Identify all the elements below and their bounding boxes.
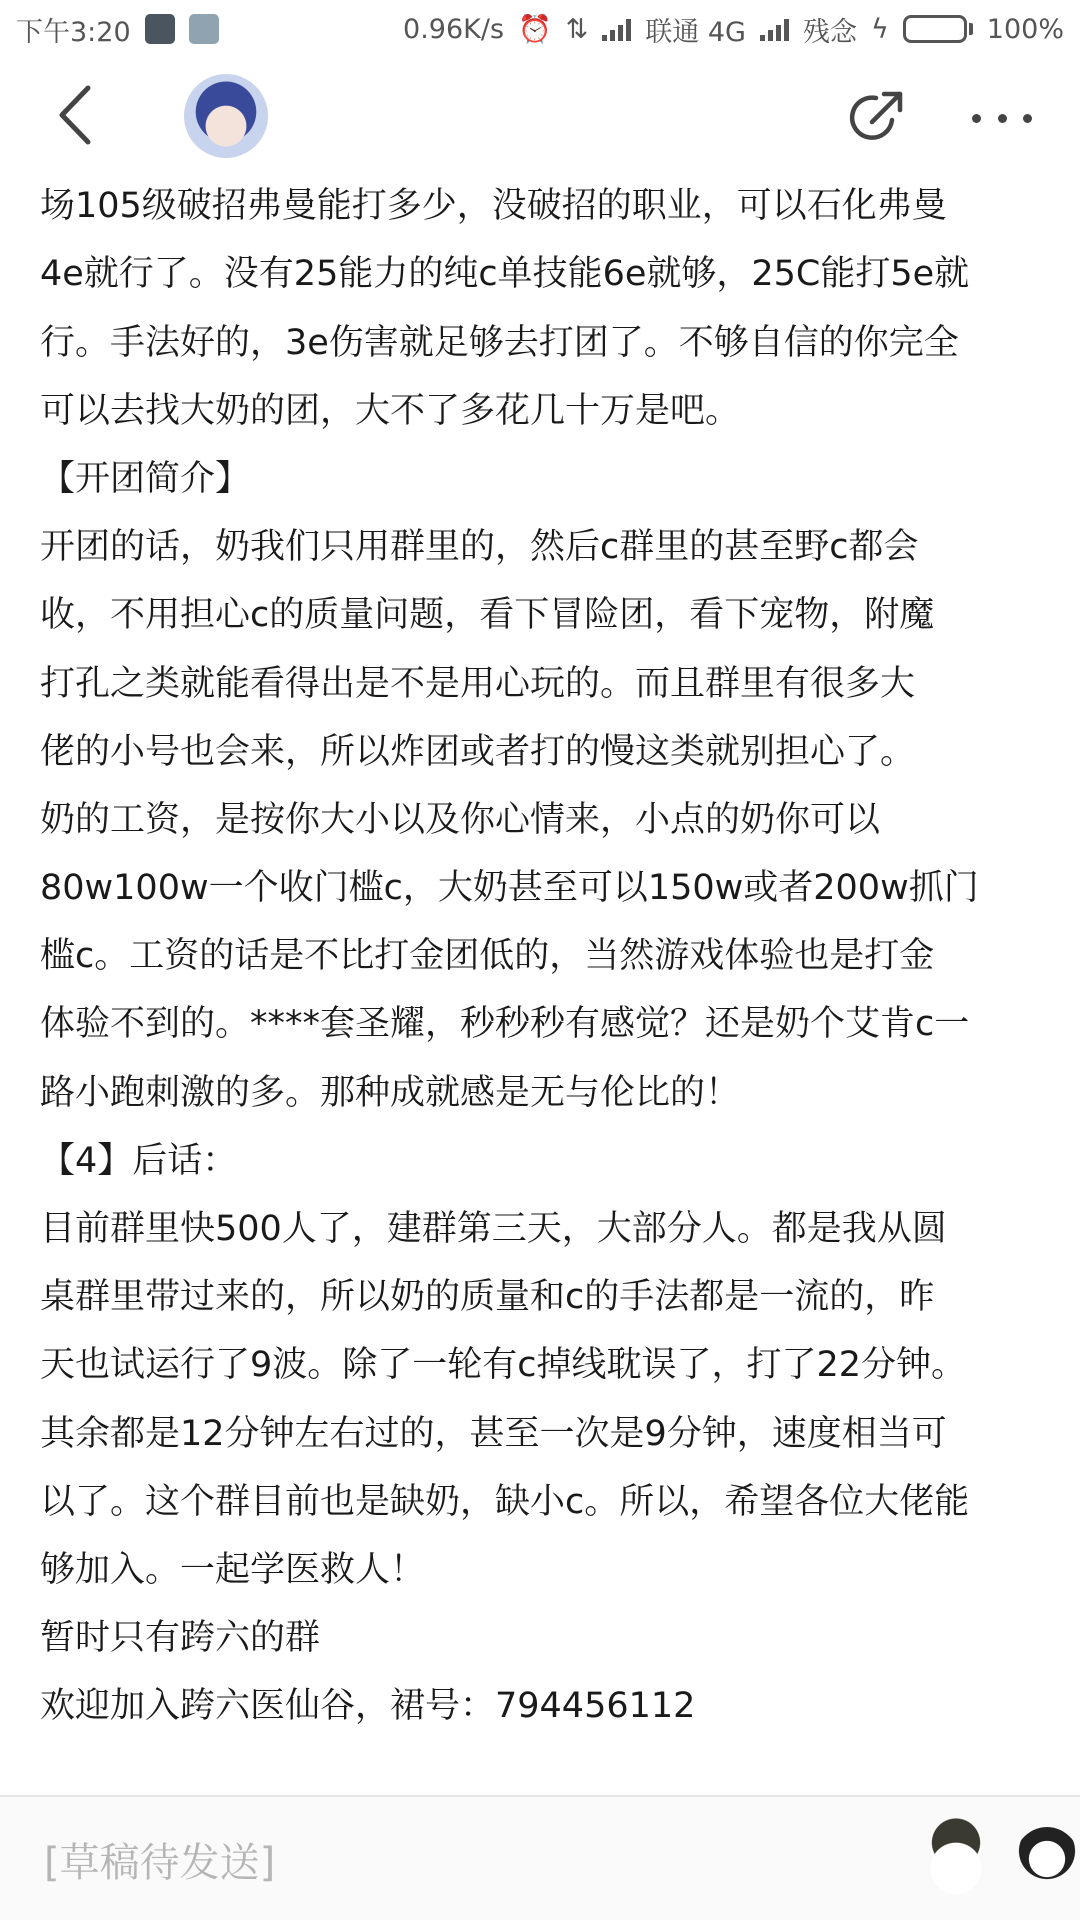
post-text-line: 80w100w一个收门槛c，大奶甚至可以150w或者200w抓门 — [40, 868, 979, 909]
post-text-line: 体验不到的。****套圣耀，秒秒秒有感觉？还是奶个艾肯c一 — [40, 1004, 970, 1045]
signal-icon-2 — [760, 17, 789, 41]
post-text-line: 奶的工资，是按你大小以及你心情来，小点的奶你可以 — [40, 799, 881, 840]
status-bar-right — [403, 10, 1064, 49]
sticker-panda-icon[interactable] — [1012, 1827, 1082, 1907]
post-text-line: 开团的话，奶我们只用群里的，然后c群里的甚至野c都会 — [40, 527, 919, 568]
status-bar — [0, 0, 1080, 58]
back-button[interactable] — [48, 80, 108, 150]
post-text-line: 收，不用担心c的质量问题，看下冒险团，看下宠物，附魔 — [40, 595, 935, 636]
post-text-line: 够加入。一起学医救人！ — [40, 1549, 426, 1590]
post-text-line: 场105级破招弗曼能打多少，没破招的职业，可以石化弗曼 — [40, 186, 947, 227]
post-text-line: 打孔之类就能看得出是不是用心玩的。而且群里有很多大 — [40, 663, 916, 704]
alarm-icon: ⏰ — [518, 14, 552, 45]
carrier2-label: 残念 — [802, 16, 857, 48]
chevron-left-icon — [48, 80, 108, 150]
post-text-line: 行。手法好的，3e伤害就足够去打团了。不够自信的你完全 — [40, 322, 959, 363]
battery-icon — [903, 15, 973, 43]
post-text-line: 槛c。工资的话是不比打金团低的，当然游戏体验也是打金 — [40, 936, 935, 977]
sticker-icon[interactable] — [910, 1815, 1002, 1907]
terminal-notification-icon — [145, 14, 175, 44]
post-text-line: 【4】后话： — [40, 1140, 238, 1181]
more-dot — [1023, 114, 1032, 123]
post-text-line: 4e就行了。没有25能力的纯c单技能6e就够，25C能打5e就 — [40, 254, 970, 295]
post-text-line: 欢迎加入跨六医仙谷，裙号：794456112 — [40, 1686, 696, 1727]
reply-bar — [0, 1795, 1080, 1920]
status-bar-left — [16, 10, 219, 49]
carrier-label: 联通 4G — [645, 16, 746, 48]
more-dot — [972, 114, 981, 123]
message-notification-icon — [189, 14, 219, 44]
reply-draft-input[interactable]: [草稿待发送] — [44, 1840, 276, 1886]
post-text-line: 暂时只有跨六的群 — [40, 1618, 321, 1659]
post-text-line: 以了。这个群目前也是缺奶，缺小c。所以，希望各位大佬能 — [40, 1481, 970, 1522]
post-text-line: 【开团简介】 — [40, 458, 251, 499]
share-icon — [846, 88, 906, 148]
post-text-line: 目前群里快500人了，建群第三天，大部分人。都是我从圆 — [40, 1209, 947, 1249]
author-avatar[interactable] — [184, 74, 268, 158]
more-button[interactable] — [972, 106, 1032, 130]
post-text-line: 佬的小号也会来，所以炸团或者打的慢这类就别担心了。 — [40, 731, 916, 772]
post-text-line: 可以去找大奶的团，大不了多花几十万是吧。 — [40, 390, 741, 431]
share-button[interactable] — [846, 88, 906, 148]
network-speed: 0.96K/s — [403, 13, 505, 45]
more-dot — [998, 114, 1007, 123]
signal-icon-1 — [602, 17, 631, 41]
post-text-line: 路小跑刺激的多。那种成就感是无与伦比的！ — [40, 1072, 741, 1113]
post-body — [0, 140, 1080, 1755]
post-text-line: 其余都是12分钟左右过的，甚至一次是9分钟，速度相当可 — [40, 1413, 947, 1454]
battery-percent: 100% — [986, 13, 1064, 45]
data-transfer-icon: ⇅ — [565, 13, 589, 45]
post-text-line: 桌群里带过来的，所以奶的质量和c的手法都是一流的，昨 — [40, 1277, 935, 1318]
post-header — [0, 58, 1080, 176]
status-time: 下午3:20 — [16, 16, 131, 48]
charging-icon: ϟ — [870, 13, 889, 45]
post-text-line: 天也试运行了9波。除了一轮有c掉线耽误了，打了22分钟。 — [40, 1345, 967, 1386]
